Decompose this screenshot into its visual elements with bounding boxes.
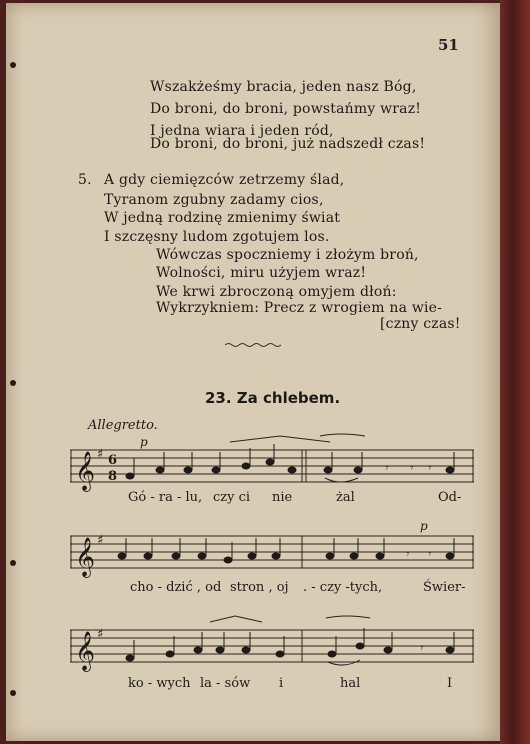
svg-text:𝄾: 𝄾	[410, 461, 414, 476]
book-cover-edge	[500, 0, 530, 744]
lyric-3-5: I	[447, 676, 453, 691]
stanza4-line-2: Do broni, do broni, powstańmy wraz!	[150, 101, 422, 117]
binding-hole	[10, 690, 16, 696]
svg-text:♯: ♯	[97, 447, 104, 462]
svg-text:♯: ♯	[97, 627, 104, 642]
lyric-2-3: . - czy -tych,	[303, 580, 383, 595]
binding-hole	[10, 62, 16, 68]
lyric-1-1: Gó - ra - lu,	[128, 490, 203, 505]
lyric-3-3: i	[279, 676, 284, 691]
lyric-3-2: la - sów	[200, 676, 251, 691]
lyric-2-2: stron , oj	[230, 580, 289, 595]
page-number: 51	[438, 36, 459, 54]
stanza5-line-2: Tyranom zgubny zadamy cios,	[104, 192, 324, 208]
time-sig-bottom: 8	[108, 469, 118, 484]
svg-text:♯: ♯	[97, 533, 104, 548]
lyric-3-4: hal	[340, 676, 361, 691]
stanza5-line-7: We krwi zbroczoną omyjem dłoń:	[156, 284, 397, 300]
lyric-1-3: nie	[272, 490, 293, 505]
svg-text:𝄞: 𝄞	[75, 631, 96, 671]
svg-text:𝄞: 𝄞	[75, 537, 96, 577]
svg-text:𝄞: 𝄞	[75, 451, 96, 491]
svg-text:𝄾: 𝄾	[406, 547, 410, 562]
binding-hole	[10, 560, 16, 566]
song-title: 23. Za chlebem.	[205, 389, 341, 407]
lyric-1-5: Od-	[438, 490, 462, 505]
stanza5-number: 5.	[78, 172, 92, 188]
tempo-marking: Allegretto.	[88, 418, 158, 433]
svg-text:𝄾: 𝄾	[428, 461, 432, 476]
lyric-1-4: żal	[336, 490, 355, 505]
stanza5-line-6: Wolności, miru użyjem wraz!	[156, 265, 367, 281]
stanza5-line-5: Wówczas spoczniemy i złożym broń,	[156, 247, 419, 263]
lyric-2-1: cho - dzić , od	[130, 580, 222, 595]
lyric-3-1: ko - wych	[128, 676, 191, 691]
svg-text:𝄾: 𝄾	[420, 641, 424, 656]
stanza4-line-3: I jedna wiara i jeden ród,	[150, 123, 334, 139]
stanza5-line-1: A gdy ciemięzców zetrzemy ślad,	[104, 172, 345, 188]
music-staff-3	[70, 612, 476, 684]
ornament-divider	[225, 342, 281, 348]
lyric-1-2: czy ci	[213, 490, 251, 505]
stanza5-line-4: I szczęsny ludom zgotujem los.	[104, 229, 330, 245]
stanza5-line-3: W jedną rodzinę zmienimy świat	[104, 210, 341, 226]
time-sig-top: 6	[108, 453, 118, 468]
binding-hole	[10, 380, 16, 386]
svg-text:p: p	[420, 519, 428, 533]
svg-text:𝄾: 𝄾	[385, 461, 389, 476]
dynamic-marking: p	[140, 435, 148, 449]
stanza5-line-8: Wykrzykniem: Precz z wrogiem na wie-	[156, 300, 443, 316]
stanza4-line-4: Do broni, do broni, już nadszedł czas!	[150, 136, 426, 152]
lyric-2-4: Świer-	[423, 580, 466, 595]
svg-text:𝄾: 𝄾	[428, 547, 432, 562]
stanza5-line-9: [czny czas!	[380, 316, 461, 332]
stanza4-line-1: Wszakżeśmy bracia, jeden nasz Bóg,	[150, 79, 417, 95]
